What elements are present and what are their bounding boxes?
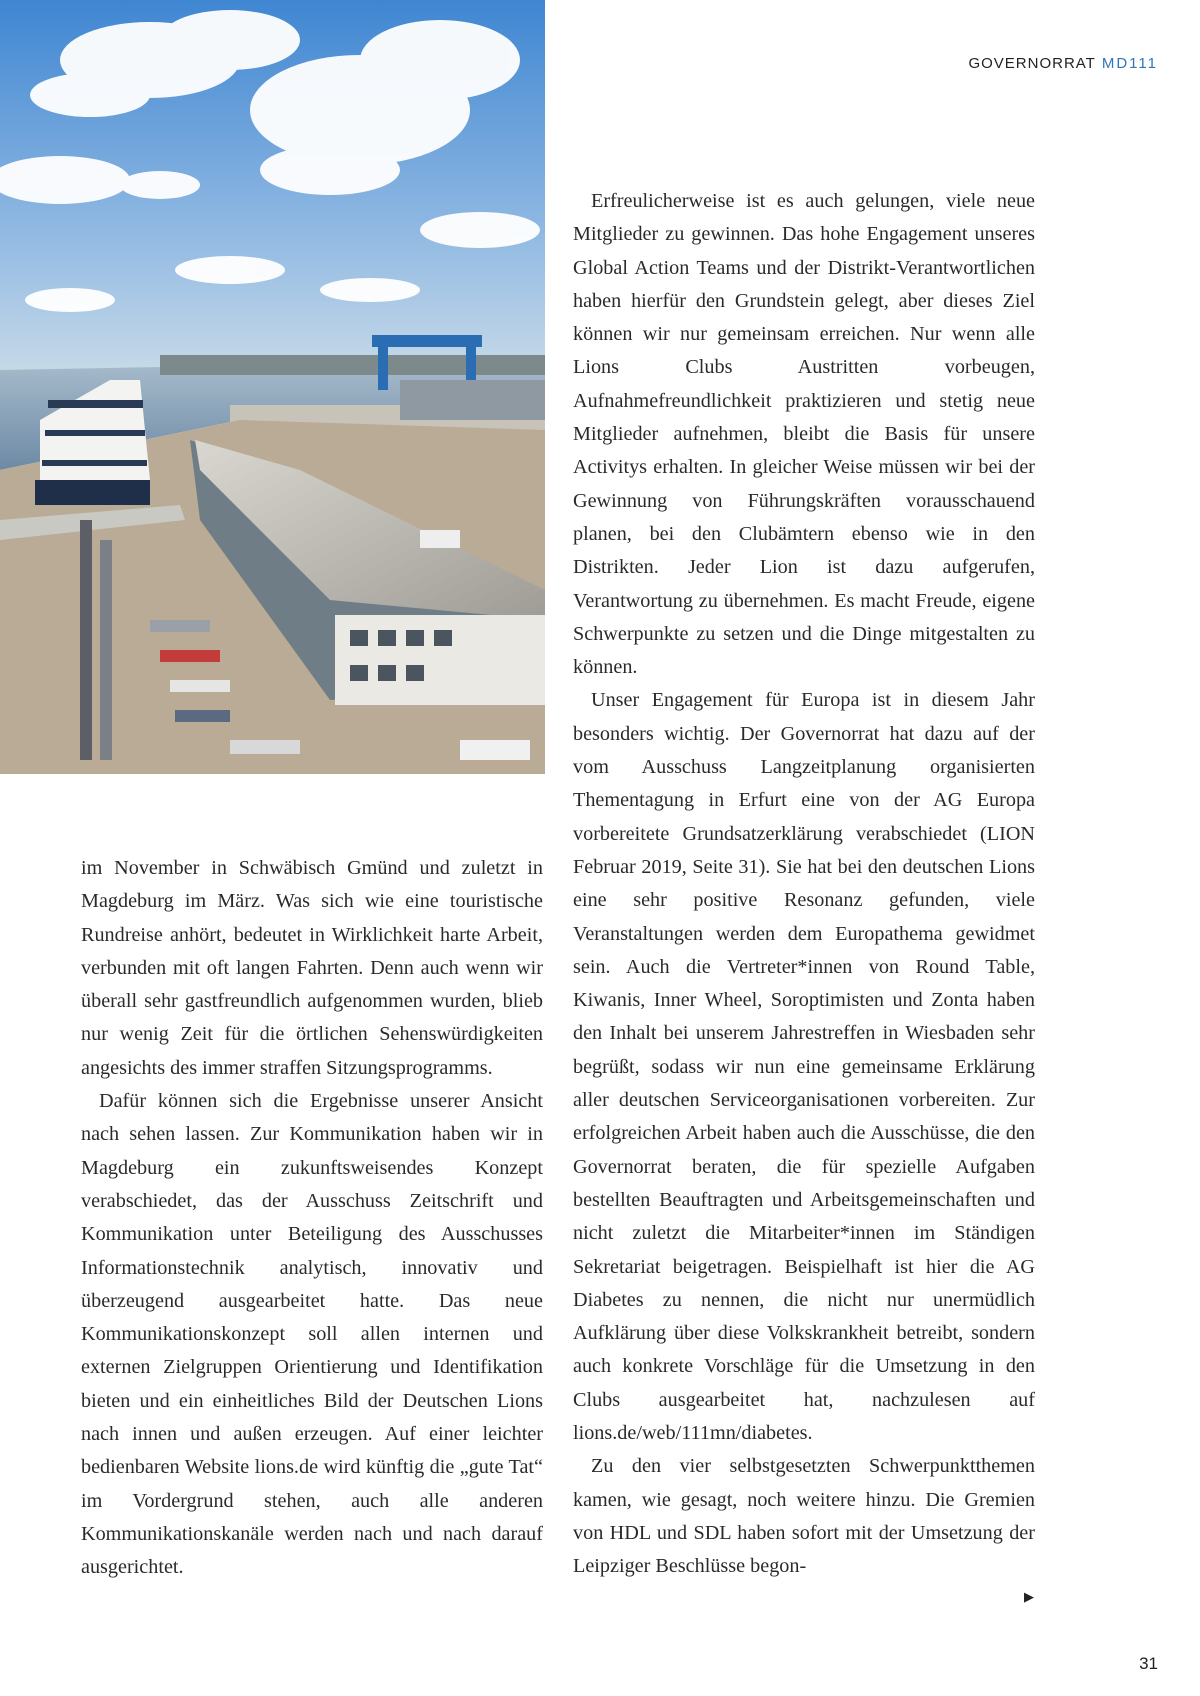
left-paragraph-1: im November in Schwäbisch Gmünd und zuletzt in Magdeburg im März. Was sich wie eine touristische Rundreise anhört, bedeutet in Wirklichkeit harte Arbeit, verbunden mit oft langen Fahrten. Denn auch wenn wir überall sehr gastfreundlich aufgenommen wurden, blieb nur wenig Zeit für die örtlichen Sehenswürdigkeiten angesichts des immer straffen Sitzungsprogramms.	[81, 857, 543, 1079]
continue-arrow-icon: ▶	[1024, 1590, 1034, 1605]
harbor-photo	[0, 0, 545, 774]
right-paragraph-3: Zu den vier selbstgesetzten Schwerpunktthemen kamen, wie gesagt, noch weitere hinzu. Die Gremien von HDL und SDL haben sofort mit der Umsetzung der Leipziger Beschlüsse begon-	[573, 1455, 1035, 1578]
left-text-column	[81, 852, 543, 1585]
header-section: GOVERNORRAT	[968, 55, 1096, 72]
left-paragraph-2: Dafür können sich die Ergebnisse unserer Ansicht nach sehen lassen. Zur Kommunikation haben wir in Magdeburg ein zukunftsweisendes Konzept verabschiedet, das der Ausschuss Zeitschrift und Kommunikation unter Beteiligung des Ausschusses Informationstechnik analytisch, innovativ und überzeugend ausgearbeitet hatte. Das neue Kommunikationskonzept soll allen internen und externen Zielgruppen Orientierung und Identifikation bieten und ein einheitliches Bild der Deutschen Lions nach innen und außen erzeugen. Auf einer leichter bedienbaren Website lions.de wird künftig die „gute Tat“ im Vordergrund stehen, auch alle anderen Kommunikationskanäle werden nach und nach darauf ausgerichtet.	[81, 1090, 543, 1579]
running-header	[968, 55, 1158, 72]
harbor-photo-illustration	[0, 0, 545, 774]
page-number: 31	[1139, 1654, 1158, 1673]
right-paragraph-2: Unser Engagement für Europa ist in diesem Jahr besonders wichtig. Der Governorrat hat dazu auf der vom Ausschuss Langzeitplanung organisierten Thementagung in Erfurt eine von der AG Europa vorbereitete Grundsatzerklärung verabschiedet (LION Februar 2019, Seite 31). Sie hat bei den deutschen Lions eine sehr positive Resonanz gefunden, viele Veranstaltungen werden dem Europathema gewidmet sein. Auch die Vertreter*innen von Round Table, Kiwanis, Inner Wheel, Soroptimisten und Zonta haben den Inhalt bei unserem Jahrestreffen in Wiesbaden sehr begrüßt, sodass wir nun eine gemeinsame Erklärung aller deutschen Serviceorganisationen vorbereiten. Zur erfolgreichen Arbeit haben auch die Ausschüsse, die den Governorrat beraten, die für spezielle Aufgaben bestellten Beauftragten und Arbeitsgemeinschaften und nicht zuletzt die Mitarbeiter*innen im Ständigen Sekretariat beigetragen. Beispielhaft ist hier die AG Diabetes zu nennen, die nicht nur unermüdlich Aufklärung über diese Volkskrankheit betreibt, sondern auch konkrete Vorschläge für die Umsetzung in den Clubs ausgearbeitet hat, nachzulesen auf lions.de/web/111mn/diabetes.	[573, 689, 1035, 1444]
header-code: MD111	[1101, 55, 1158, 72]
right-paragraph-1: Erfreulicherweise ist es auch gelungen, viele neue Mitglieder zu gewinnen. Das hohe Engagement unseres Global Action Teams und der Distrikt-Verantwortlichen haben hierfür den Grundstein gelegt, aber dieses Ziel können wir nur gemeinsam erreichen. Nur wenn alle Lions Clubs Austritten vorbeugen, Aufnahmefreundlichkeit praktizieren und stetig neue Mitglieder aufnehmen, bleibt die Basis für unsere Activitys erhalten. In gleicher Weise müssen wir bei der Gewinnung von Führungskräften vorausschauend planen, bei den Clubämtern ebenso wie in den Distrikten. Jeder Lion ist dazu aufgerufen, Verantwortung zu übernehmen. Es macht Freude, eigene Schwerpunkte zu setzen und die Dinge mitgestalten zu können.	[573, 190, 1035, 679]
far-shore	[160, 355, 545, 375]
right-text-column	[573, 185, 1035, 1583]
